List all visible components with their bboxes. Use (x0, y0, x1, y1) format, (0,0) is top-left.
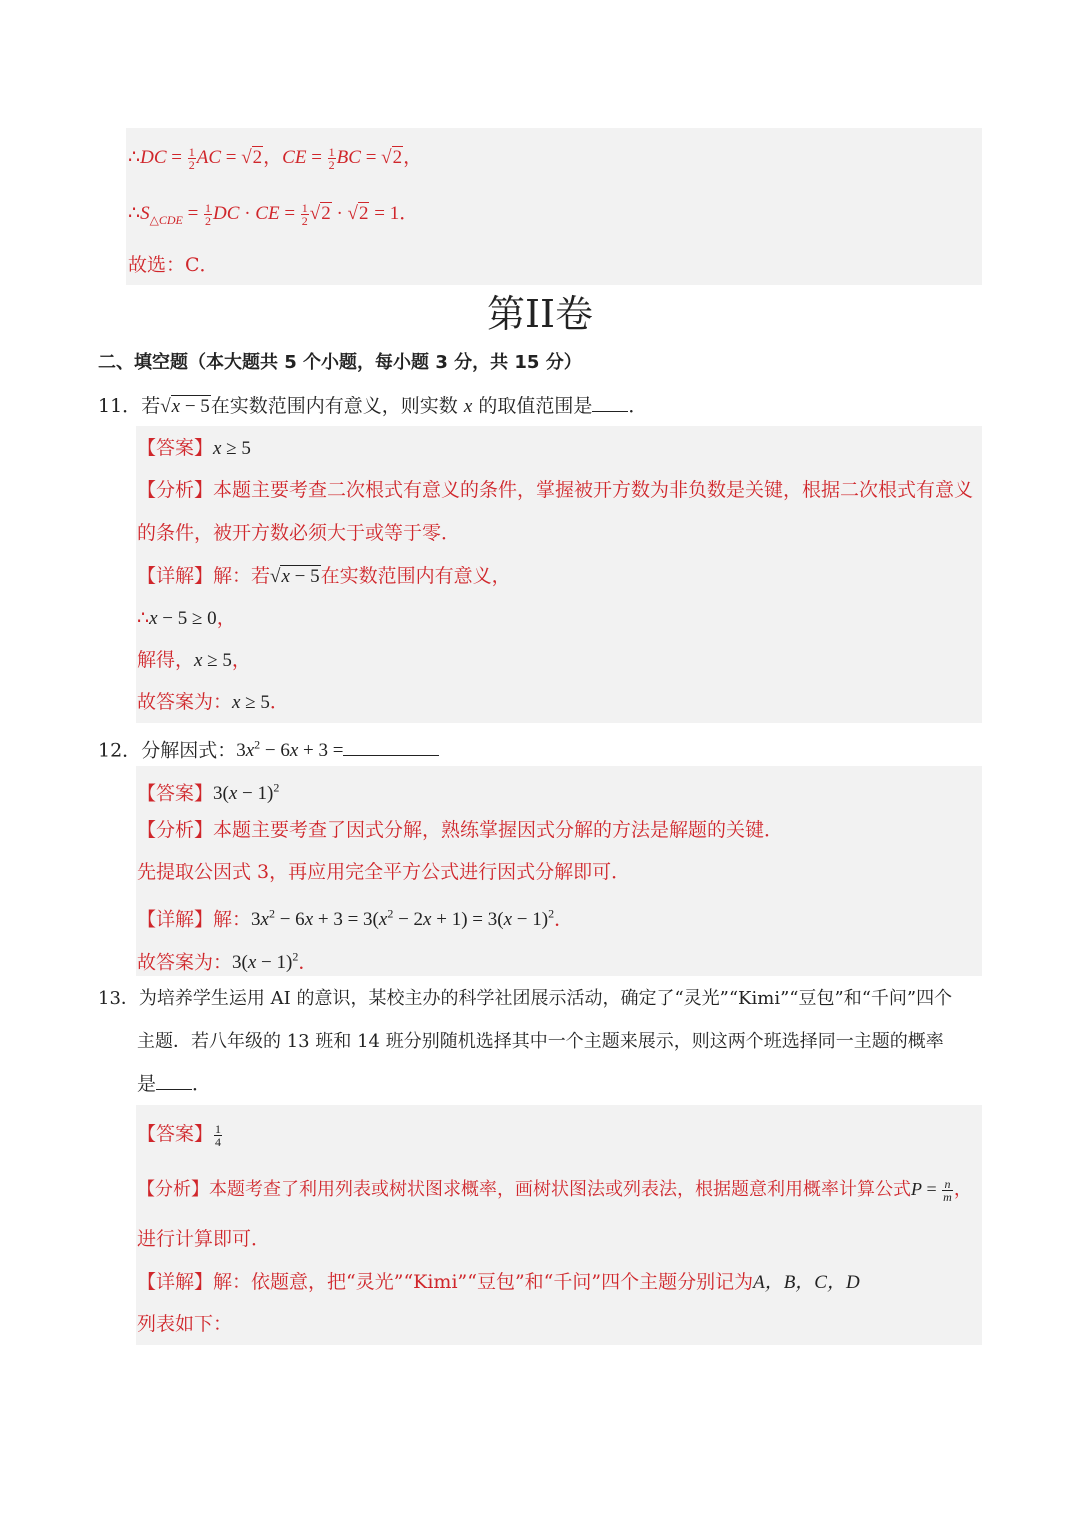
q11-analysis-2: 的条件，被开方数必须大于或等于零． (137, 522, 461, 544)
q11-final: 故答案为：x ≥ 5． (137, 691, 289, 713)
q11-stem: 11．若√x − 5在实数范围内有意义，则实数 x 的取值范围是 ． (98, 395, 648, 417)
q11-step-1: ∴x − 5 ≥ 0， (137, 607, 236, 629)
q11-answer: 【答案】x ≥ 5 (137, 437, 251, 459)
prev-solution-line-2: $\therefore S_{\triangle CDE}$ = $\frac{1}{2}$ DC · CE = $\frac{1}{2}$ √2 · √2 = 1． (128, 201, 419, 229)
q12-final: 故答案为：$3(x - 1)^2$． (137, 950, 318, 974)
q13-table-intro: 列表如下： (137, 1313, 233, 1335)
q13-stem-1: 13．为培养学生运用 AI 的意识，某校主办的科学社团展示活动，确定了“灵光”“Kimi”“豆包”和“千问”四个 (98, 988, 953, 1009)
q11-step-2: 解得，x ≥ 5， (137, 649, 251, 671)
q11-analysis-1: 【分析】本题主要考查二次根式有意义的条件，掌握被开方数为非负数是关键，根据二次根式有意义 (137, 479, 974, 501)
q13-answer-blank[interactable] (156, 1089, 192, 1090)
q12-number: 12． (98, 739, 142, 762)
q12-answer: 【答案】$3(x - 1)^2$ (137, 781, 280, 805)
q12-analysis-1: 【分析】本题主要考查了因式分解，熟练掌握因式分解的方法是解题的关键． (137, 819, 784, 841)
q13-answer: 【答案】 $\frac{1}{4}$ (137, 1121, 222, 1149)
q13-analysis-2: 进行计算即可． (137, 1228, 271, 1250)
prev-solution-line-1: ∴DC = $\frac{1}{2}$ AC = √2，CE = $\frac{1}{2}$ BC = √2， (128, 145, 423, 173)
q12-answer-blank[interactable] (343, 755, 439, 756)
q13-stem-2: 主题．若八年级的 13 班和 14 班分别随机选择其中一个主题来展示，则这两个班选择同一主题的概率 (137, 1031, 944, 1052)
q13-stem-3: 是 ． (137, 1073, 212, 1095)
q13-number: 13． (98, 988, 139, 1009)
q11-answer-blank[interactable] (592, 411, 628, 412)
prev-solution-conclusion: 故选：C． (128, 254, 219, 276)
part-title: 第II卷 (486, 292, 594, 336)
q13-analysis-1: 【分析】本题考查了利用列表或树状图求概率，画树状图法或列表法，根据题意利用概率计算公式P = $\frac{n}{m}$ ， (137, 1177, 972, 1205)
q12-analysis-2: 先提取公因式 3，再应用完全平方公式进行因式分解即可． (137, 861, 631, 883)
q11-detail: 【详解】解：若√x − 5在实数范围内有意义， (137, 565, 511, 587)
q11-number: 11． (98, 395, 142, 417)
q13-detail: 【详解】解：依题意，把“灵光”“Kimi”“豆包”和“千问”四个主题分别记为A，B，C，D (137, 1271, 860, 1293)
section-title: 二、填空题（本大题共 5 个小题，每小题 3 分，共 15 分） (98, 352, 582, 373)
q12-stem: 12．分解因式：$3x^2 - 6x + 3$ = (98, 732, 439, 764)
q12-detail: 【详解】解：$3x^2 - 6x + 3 = 3(x^2 - 2x + 1) = 3(x - 1)^2$． (137, 907, 574, 931)
q13-solution-box (136, 1105, 982, 1345)
